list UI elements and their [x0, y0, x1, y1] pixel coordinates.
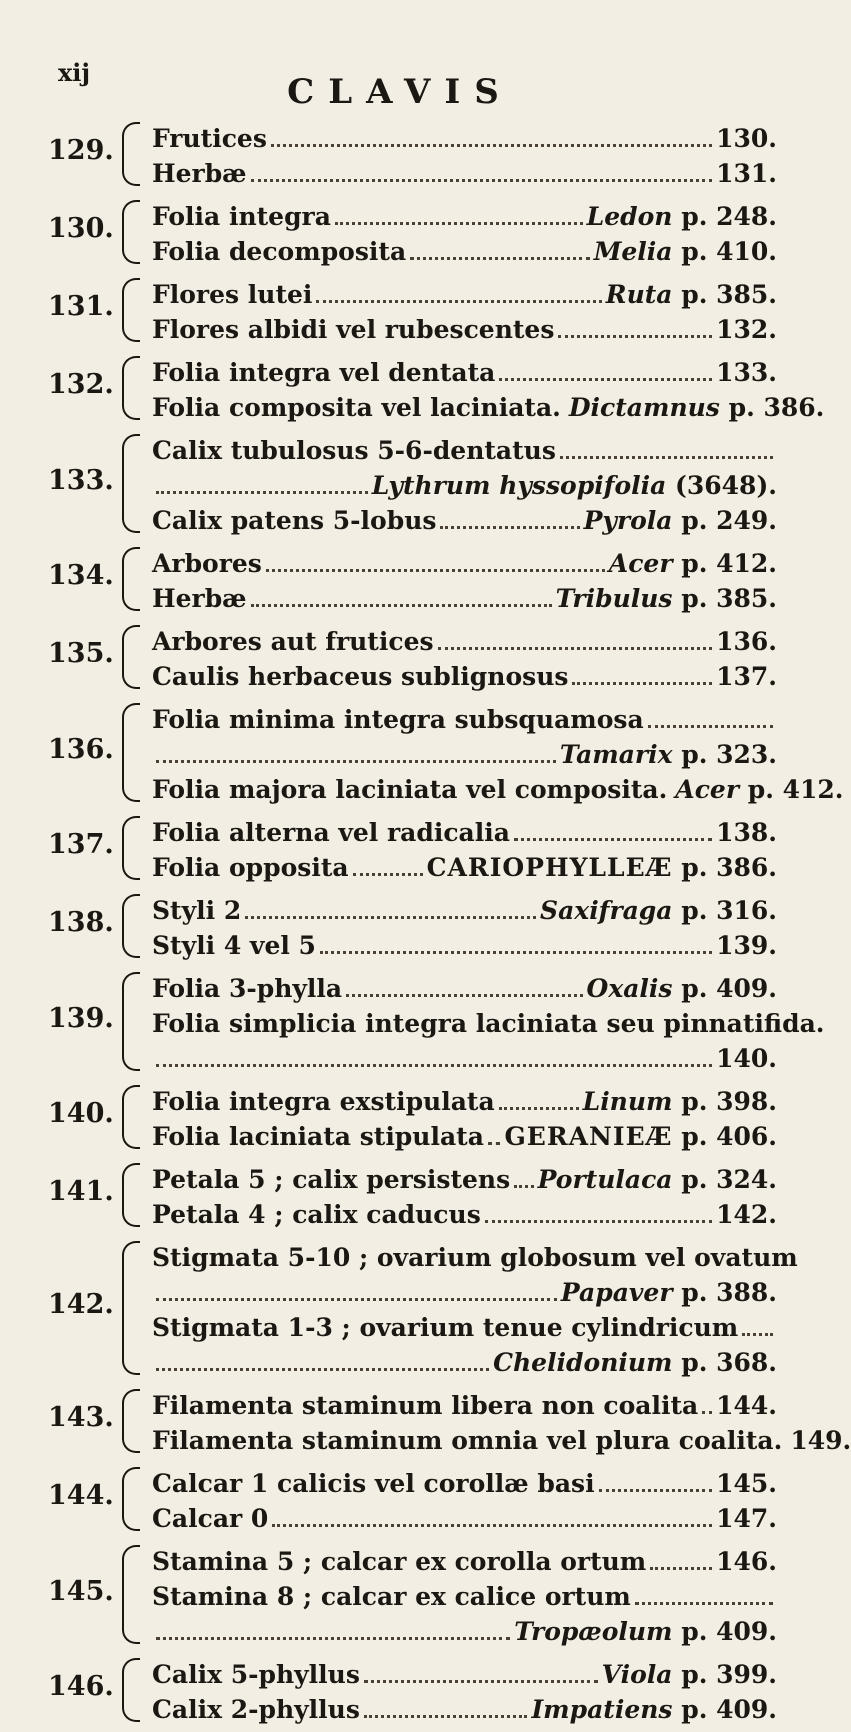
dot-leader [316, 297, 601, 303]
taxon-name: Portulaca [537, 1165, 673, 1194]
dichotomous-key [0, 118, 851, 1732]
taxon-name: Linum [582, 1087, 673, 1116]
character-text: Folia integra exstipulata [152, 1087, 495, 1116]
reference [594, 237, 777, 266]
taxon-name: GERANIEÆ [504, 1122, 673, 1151]
dot-leader [499, 375, 712, 381]
key-line [152, 1342, 777, 1377]
taxon-name: Chelidonium [493, 1348, 673, 1377]
key-line [152, 153, 777, 188]
dot-leader [364, 1712, 528, 1718]
taxon-name: Lythrum hyssopifolia [371, 471, 667, 500]
dot-leader [156, 488, 368, 494]
reference [716, 627, 777, 656]
couplet-number: 134. [48, 560, 114, 591]
reference [716, 1391, 777, 1420]
key-line [152, 1081, 777, 1116]
page-reference: p. 249. [681, 506, 777, 535]
page-reference: p. 412. [747, 775, 844, 804]
couplet-number: 131. [48, 291, 114, 322]
dot-leader [572, 679, 712, 685]
reference [716, 1044, 777, 1073]
taxon-name: Tropæolum [514, 1617, 673, 1646]
key-line [152, 968, 777, 1003]
reference [790, 1426, 851, 1455]
dot-leader [156, 757, 556, 763]
reference [569, 393, 825, 422]
key-line [152, 734, 777, 769]
dot-leader [702, 1408, 712, 1414]
taxon-name: Acer [675, 775, 739, 804]
page-reference: p. 324. [681, 1165, 777, 1194]
reference [531, 1695, 777, 1724]
page-reference: 147. [716, 1504, 777, 1533]
brace [122, 1545, 140, 1644]
reference [372, 471, 777, 500]
key-entry [0, 812, 800, 882]
key-line [152, 621, 777, 656]
brace [122, 1163, 140, 1227]
key-line [152, 1159, 777, 1194]
key-line [152, 1611, 777, 1646]
key-line [152, 1541, 777, 1576]
brace [122, 894, 140, 958]
dot-leader [650, 1564, 712, 1570]
key-entry [0, 699, 844, 804]
dot-leader [266, 566, 605, 572]
couplet-number: 135. [48, 638, 114, 669]
taxon-name: Saxifraga [540, 896, 673, 925]
key-line [152, 1038, 777, 1073]
couplet-number: 138. [48, 907, 114, 938]
key-line [152, 1237, 798, 1272]
key-line [152, 1498, 777, 1533]
key-entry [0, 890, 800, 960]
character-text: Stamina 8 ; calcar ex calice ortum [152, 1582, 631, 1611]
character-text: Folia minima integra subsquamosa [152, 705, 644, 734]
page-reference: p. 248. [681, 202, 777, 231]
key-line [152, 465, 777, 500]
page-reference: p. 368. [681, 1348, 777, 1377]
key-entry [0, 196, 800, 266]
page-reference: p. 316. [681, 896, 777, 925]
reference [716, 358, 777, 387]
character-text: Filamenta staminum libera non coalita [152, 1391, 699, 1420]
reference [716, 1469, 777, 1498]
dot-leader [410, 254, 590, 260]
key-entry [0, 1463, 800, 1533]
dot-leader [514, 1182, 534, 1188]
brace [122, 816, 140, 880]
taxon-name: Melia [593, 237, 673, 266]
taxon-name: Oxalis [586, 974, 673, 1003]
reference [584, 506, 777, 535]
taxon-name: Tamarix [559, 740, 673, 769]
brace [122, 1467, 140, 1531]
dot-leader [320, 948, 712, 954]
reference [716, 818, 777, 847]
key-entry [0, 118, 800, 188]
character-text: Folia integra [152, 202, 331, 231]
key-entry [0, 352, 825, 422]
taxon-name: CARIOPHYLLEÆ [426, 853, 673, 882]
page-reference: 130. [716, 124, 777, 153]
dot-leader [599, 1486, 713, 1492]
reference [609, 549, 777, 578]
dot-leader [648, 722, 773, 728]
couplet-number: 144. [48, 1480, 114, 1511]
key-line [152, 925, 777, 960]
key-line [152, 118, 777, 153]
key-line [152, 1116, 777, 1151]
key-line [152, 1463, 777, 1498]
page-reference: 140. [716, 1044, 777, 1073]
key-line [152, 890, 777, 925]
brace [122, 625, 140, 689]
dot-leader [335, 219, 583, 225]
character-text: Calix patens 5-lobus [152, 506, 437, 535]
dot-leader [156, 1365, 489, 1371]
key-entry [0, 1237, 800, 1377]
reference [514, 1617, 777, 1646]
brace [122, 356, 140, 420]
dot-leader [245, 913, 536, 919]
page-reference: p. 409. [681, 1617, 777, 1646]
taxon-name: Tribulus [555, 584, 673, 613]
dot-leader [499, 1104, 579, 1110]
key-line [152, 1420, 851, 1455]
key-line [152, 500, 777, 535]
couplet-number: 137. [48, 829, 114, 860]
dot-leader [156, 1061, 712, 1067]
page-reference: p. 385. [681, 584, 777, 613]
page-reference: p. 385. [681, 280, 777, 309]
couplet-number: 142. [48, 1289, 114, 1320]
page-reference: p. 399. [681, 1660, 777, 1689]
page-reference: (3648). [675, 471, 777, 500]
key-line [152, 1654, 777, 1689]
reference [540, 896, 777, 925]
key-line [152, 309, 777, 344]
brace [122, 278, 140, 342]
couplet-number: 141. [48, 1176, 114, 1207]
reference [716, 159, 777, 188]
page-reference: p. 386. [728, 393, 825, 422]
page-reference: p. 386. [681, 853, 777, 882]
brace [122, 434, 140, 533]
brace [122, 1658, 140, 1722]
key-entry [0, 430, 800, 535]
brace [122, 703, 140, 802]
reference [560, 740, 777, 769]
reference [716, 931, 777, 960]
couplet-number: 146. [48, 1671, 114, 1702]
key-entry [0, 621, 800, 691]
character-text: Stamina 5 ; calcar ex corolla ortum [152, 1547, 647, 1576]
key-line [152, 1003, 825, 1038]
character-text: Folia laciniata stipulata [152, 1122, 484, 1151]
page-reference: 149. [790, 1426, 851, 1455]
character-text: Petala 4 ; calix caducus [152, 1200, 481, 1229]
key-entry [0, 274, 800, 344]
dot-leader [635, 1599, 773, 1605]
key-line [152, 274, 777, 309]
key-entry [0, 543, 800, 613]
character-text: Folia majora laciniata vel composita. [152, 775, 668, 804]
dot-leader [485, 1217, 712, 1223]
character-text: Flores albidi vel rubescentes [152, 315, 555, 344]
character-text: Folia composita vel laciniata. [152, 393, 561, 422]
reference [561, 1278, 777, 1307]
character-text: Calcar 1 calicis vel corollæ basi [152, 1469, 595, 1498]
dot-leader [353, 870, 423, 876]
taxon-name: Impatiens [531, 1695, 673, 1724]
dot-leader [251, 601, 552, 607]
key-line [152, 231, 777, 266]
page-reference: 139. [716, 931, 777, 960]
character-text: Calix 2-phyllus [152, 1695, 360, 1724]
key-entry [0, 1159, 800, 1229]
page-reference: 137. [716, 662, 777, 691]
couplet-number: 140. [48, 1098, 114, 1129]
key-line [152, 1272, 777, 1307]
key-line [152, 847, 777, 882]
reference [716, 124, 777, 153]
character-text: Calcar 0 [152, 1504, 269, 1533]
taxon-name: Pyrola [583, 506, 673, 535]
key-line [152, 656, 777, 691]
reference [606, 280, 777, 309]
character-text: Calix 5-phyllus [152, 1660, 360, 1689]
key-line [152, 812, 777, 847]
character-text: Flores lutei [152, 280, 313, 309]
character-text: Herbæ [152, 159, 247, 188]
page-reference: 136. [716, 627, 777, 656]
key-line [152, 352, 777, 387]
reference [504, 1122, 777, 1151]
couplet-number: 133. [48, 464, 114, 496]
page-reference: 132. [716, 315, 777, 344]
character-text: Folia simplicia integra laciniata seu pinnatifida. [152, 1009, 825, 1038]
page-reference: 131. [716, 159, 777, 188]
couplet-number: 132. [48, 369, 114, 400]
page-reference: p. 409. [681, 1695, 777, 1724]
dot-leader [156, 1295, 557, 1301]
character-text: Caulis herbaceus sublignosus [152, 662, 569, 691]
character-text: Petala 5 ; calix persistens [152, 1165, 511, 1194]
taxon-name: Acer [608, 549, 673, 578]
reference [602, 1660, 777, 1689]
key-line [152, 1576, 777, 1611]
character-text: Folia 3-phylla [152, 974, 343, 1003]
key-line [152, 1689, 777, 1724]
taxon-name: Viola [601, 1660, 673, 1689]
character-text: Folia opposita [152, 853, 349, 882]
reference [716, 1504, 777, 1533]
page-number: xij [58, 58, 91, 87]
key-line [152, 1385, 777, 1420]
dot-leader [440, 523, 579, 529]
brace [122, 547, 140, 611]
key-line [152, 1194, 777, 1229]
key-entry [0, 1654, 800, 1724]
taxon-name: Ruta [605, 280, 673, 309]
couplet-number: 136. [48, 733, 114, 765]
dot-leader [364, 1677, 598, 1683]
couplet-number: 129. [48, 135, 114, 166]
page-reference: p. 388. [681, 1278, 777, 1307]
character-text: Arbores [152, 549, 262, 578]
reference [587, 202, 777, 231]
couplet-number: 145. [48, 1575, 114, 1607]
taxon-name: Dictamnus [568, 393, 720, 422]
page-reference: 145. [716, 1469, 777, 1498]
page-reference: p. 412. [681, 549, 777, 578]
character-text: Calix tubulosus 5-6-dentatus [152, 436, 556, 465]
key-line [152, 196, 777, 231]
reference [556, 584, 777, 613]
dot-leader [156, 1634, 510, 1640]
brace [122, 122, 140, 186]
dot-leader [488, 1139, 501, 1145]
key-entry [0, 1385, 851, 1455]
page-reference: p. 398. [681, 1087, 777, 1116]
dot-leader [560, 453, 773, 459]
key-line [152, 543, 777, 578]
character-text: Filamenta staminum omnia vel plura coalita. [152, 1426, 783, 1455]
key-entry [0, 1541, 800, 1646]
brace [122, 1389, 140, 1453]
reference [587, 974, 777, 1003]
reference [583, 1087, 777, 1116]
reference [716, 662, 777, 691]
reference [716, 1547, 777, 1576]
character-text: Styli 4 vel 5 [152, 931, 316, 960]
brace [122, 200, 140, 264]
page-reference: 144. [716, 1391, 777, 1420]
dot-leader [272, 1521, 712, 1527]
dot-leader [251, 176, 713, 182]
character-text: Frutices [152, 124, 267, 153]
couplet-number: 130. [48, 213, 114, 244]
character-text: Styli 2 [152, 896, 242, 925]
dot-leader [271, 141, 712, 147]
dot-leader [742, 1330, 773, 1336]
reference [427, 853, 777, 882]
reference [538, 1165, 777, 1194]
brace [122, 1241, 140, 1375]
dot-leader [346, 991, 582, 997]
couplet-number: 139. [48, 1002, 114, 1034]
dot-leader [558, 332, 712, 338]
page-reference: 142. [716, 1200, 777, 1229]
key-line [152, 387, 825, 422]
character-text: Folia alterna vel radicalia [152, 818, 510, 847]
brace [122, 1085, 140, 1149]
character-text: Arbores aut frutices [152, 627, 434, 656]
character-text: Herbæ [152, 584, 247, 613]
taxon-name: Papaver [560, 1278, 673, 1307]
page-reference: 138. [716, 818, 777, 847]
key-line [152, 578, 777, 613]
reference [716, 315, 777, 344]
brace [122, 972, 140, 1071]
character-text: Folia integra vel dentata [152, 358, 496, 387]
taxon-name: Ledon [586, 202, 673, 231]
key-line [152, 1307, 777, 1342]
page-reference: 133. [716, 358, 777, 387]
character-text: Stigmata 5-10 ; ovarium globosum vel ovatum [152, 1243, 798, 1272]
key-line [152, 699, 777, 734]
reference [675, 775, 843, 804]
key-entry [0, 1081, 800, 1151]
character-text: Folia decomposita [152, 237, 407, 266]
reference [716, 1200, 777, 1229]
dot-leader [438, 644, 713, 650]
page-reference: p. 323. [681, 740, 777, 769]
key-line [152, 769, 844, 804]
character-text: Stigmata 1-3 ; ovarium tenue cylindricum [152, 1313, 739, 1342]
couplet-number: 143. [48, 1402, 114, 1433]
key-line [152, 430, 777, 465]
page-reference: p. 409. [681, 974, 777, 1003]
key-entry [0, 968, 825, 1073]
reference [493, 1348, 777, 1377]
dot-leader [514, 835, 712, 841]
page-reference: p. 410. [681, 237, 777, 266]
page-reference: p. 406. [681, 1122, 777, 1151]
page-reference: 146. [716, 1547, 777, 1576]
running-head: CLAVIS [287, 72, 513, 112]
